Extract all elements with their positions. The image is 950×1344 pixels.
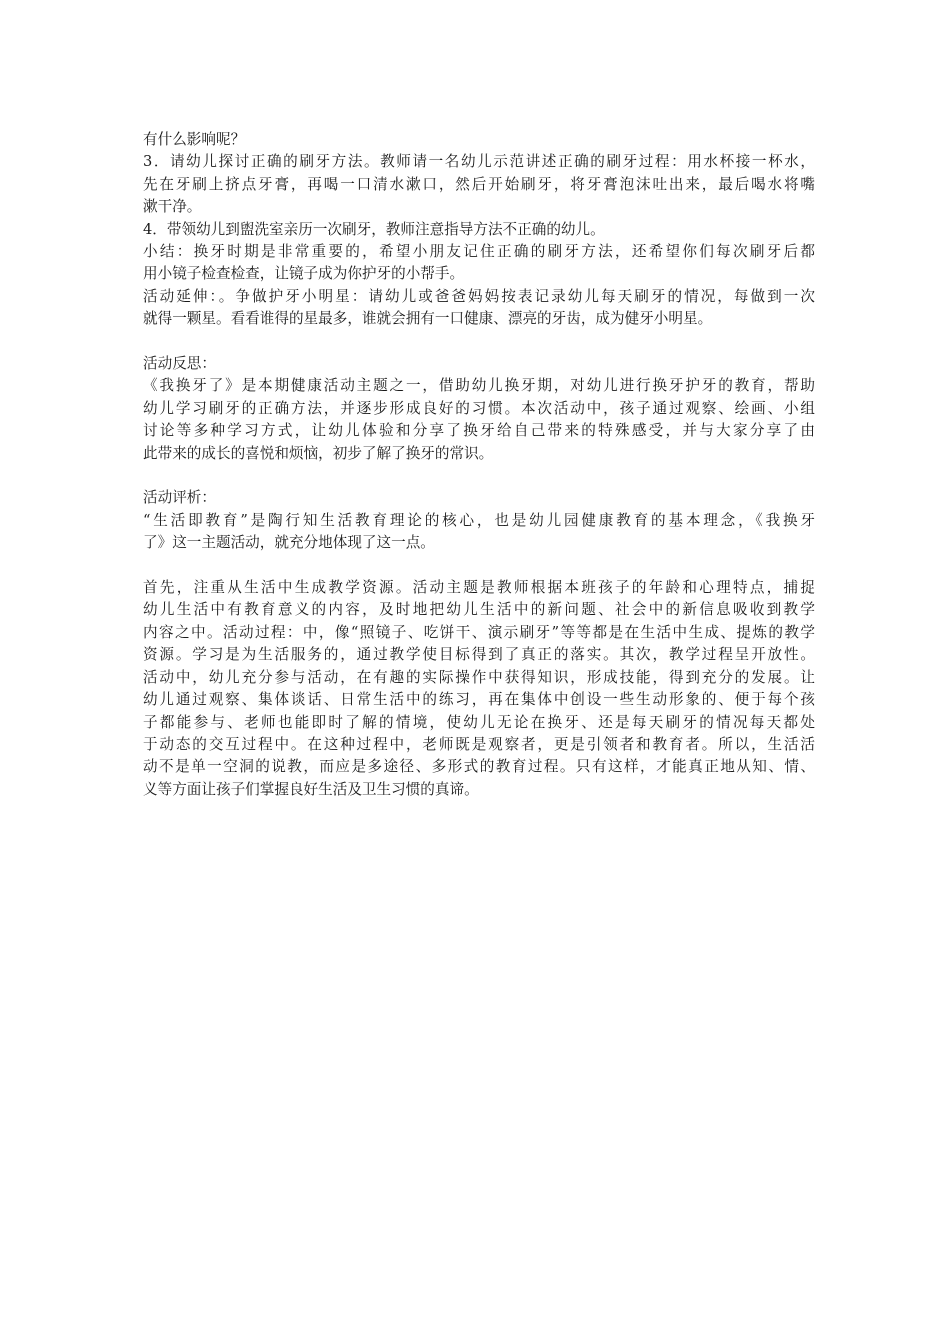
text-line: 义等方面让孩子们掌握良好生活及卫生习惯的真谛。 [143,780,479,798]
text-line: 此带来的成长的喜悦和烦恼，初步了解了换牙的常识。 [143,444,494,462]
text-line: 子都能参与、老师也能即时了解的情境，使幼儿无论在换牙、还是每天刷牙的情况每天都处 [143,713,815,731]
text-line: 了》这一主题活动，就充分地体现了这一点。 [143,534,435,552]
blank-line [143,555,815,577]
text-line: 幼儿学习刷牙的正确方法，并逐步形成良好的习惯。本次活动中，孩子通过观察、绘画、小组 [143,399,815,417]
text-line: 内容之中。活动过程：中，像“照镜子、吃饼干、演示刷牙”等等都是在生活中生成、提炼的教学 [143,623,815,641]
text-line: 幼儿通过观察、集体谈话、日常生活中的练习，再在集体中创设一些生动形象的、便于每个孩 [143,691,815,709]
document-body [143,129,815,801]
text-line: 先在牙刷上挤点牙膏，再喝一口清水漱口，然后开始刷牙，将牙膏泡沫吐出来，最后喝水将嘴 [143,175,815,193]
text-line: 首先，注重从生活中生成教学资源。活动主题是教师根据本班孩子的年龄和心理特点，捕捉 [143,579,815,597]
text-line: 活动延伸：。争做护牙小明星：请幼儿或爸爸妈妈按表记录幼儿每天刷牙的情况，每做到一次 [143,287,815,305]
text-line: 幼儿生活中有教育意义的内容，及时地把幼儿生活中的新问题、社会中的新信息吸收到教学 [143,601,815,619]
text-line: 漱干净。 [143,198,202,216]
text-line: 3．请幼儿探讨正确的刷牙方法。教师请一名幼儿示范讲述正确的刷牙过程：用水杯接一杯水， [143,153,815,171]
text-line: 用小镜子检查检查，让镜子成为你护牙的小帮手。 [143,265,465,283]
section-heading: 活动反思： [143,355,216,373]
text-line: 动不是单一空洞的说教，而应是多途径、多形式的教育过程。只有这样，才能真正地从知、情、 [143,758,815,776]
text-line: 有什么影响呢？ [143,131,246,148]
text-line: 4．带领幼儿到盥洗室亲历一次刷牙，教师注意指导方法不正确的幼儿。 [143,220,605,238]
text-line: 《我换牙了》是本期健康活动主题之一，借助幼儿换牙期，对幼儿进行换牙护牙的教育，帮助 [143,377,815,395]
text-line: 小结：换牙时期是非常重要的，希望小朋友记住正确的刷牙方法，还希望你们每次刷牙后都 [143,243,815,261]
section-heading: 活动评析： [143,489,216,507]
blank-line [143,465,815,487]
blank-line [143,331,815,353]
text-line: 资源。学习是为生活服务的，通过教学使目标得到了真正的落实。其次，教学过程呈开放性。 [143,646,815,664]
text-line: 讨论等多种学习方式，让幼儿体验和分享了换牙给自己带来的特殊感受，并与大家分享了由 [143,422,815,440]
text-line: 活动中，幼儿充分参与活动，在有趣的实际操作中获得知识，形成技能，得到充分的发展。让 [143,668,815,686]
text-line: 于动态的交互过程中。在这种过程中，老师既是观察者，更是引领者和教育者。所以，生活活 [143,735,815,753]
text-line: 就得一颗星。看看谁得的星最多，谁就会拥有一口健康、漂亮的牙齿，成为健牙小明星。 [143,310,713,328]
text-line: “生活即教育”是陶行知生活教育理论的核心，也是幼儿园健康教育的基本理念，《我换牙 [143,511,815,529]
